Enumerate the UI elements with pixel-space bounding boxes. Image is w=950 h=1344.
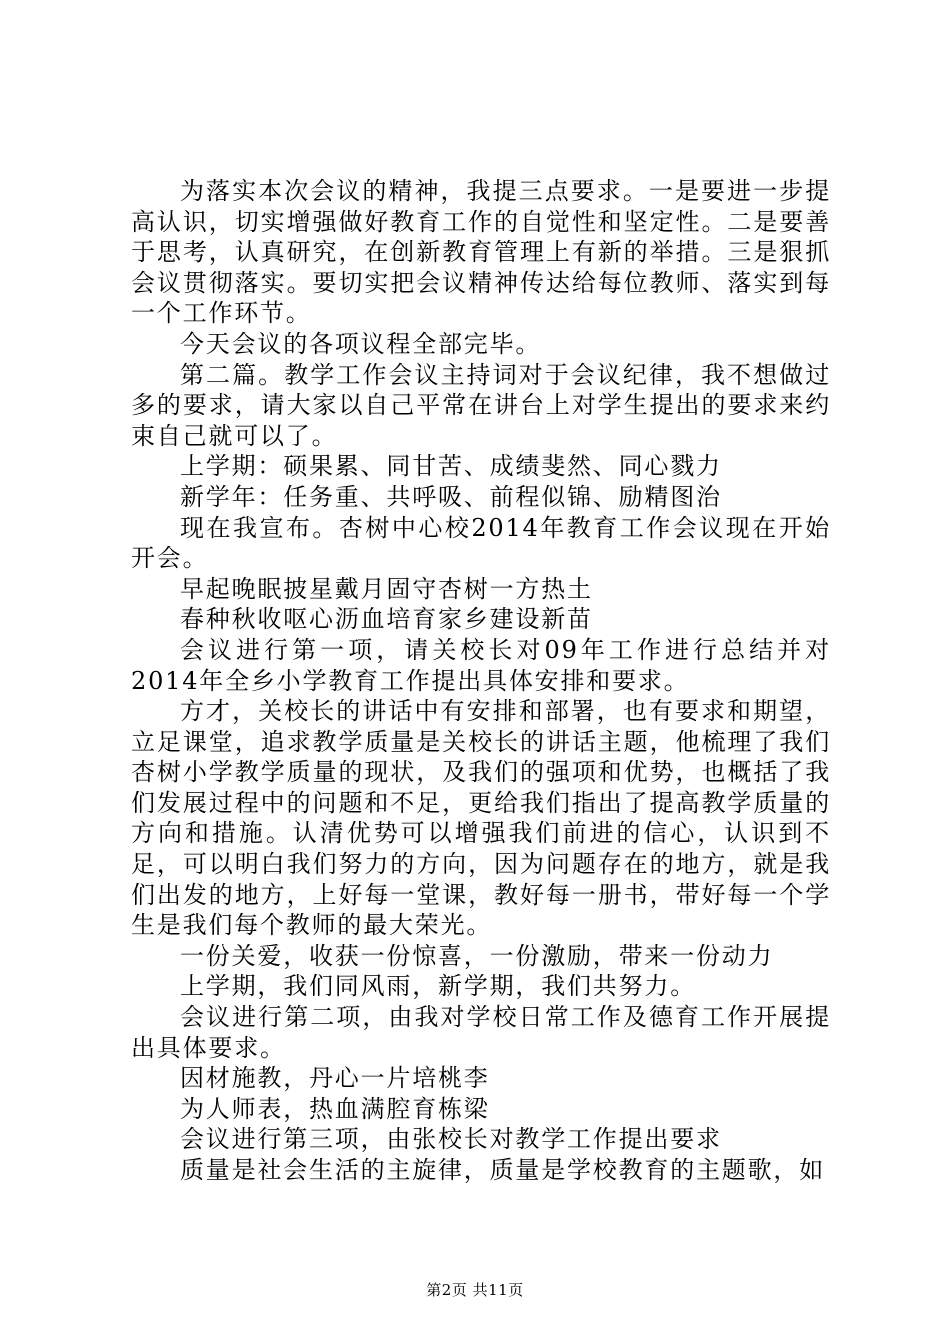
paragraph-requirements: 为落实本次会议的精神，我提三点要求。一是要进一步提高认识，切实增强做好教育工作的自觉性和坚定性。二是要善于思考，认真研究，在创新教育管理上有新的举措。三是狠抓会议贯彻落实。要切实把会议精神传达给每位教师、落实到每一个工作环节。 — [131, 177, 831, 328]
paragraph-second-article: 第二篇。教学工作会议主持词对于会议纪律，我不想做过多的要求，请大家以自己平常在讲台上对学生提出的要求来约束自己就可以了。 — [131, 360, 831, 450]
paragraph-new-year: 新学年：任务重、共呼吸、前程似锦、励精图治 — [180, 482, 722, 511]
document-body — [131, 176, 831, 1186]
paragraph-couplet-line-1: 早起晚眠披星戴月固守杏树一方热土 — [180, 574, 593, 603]
paragraph-announcement: 现在我宣布。杏树中心校2014年教育工作会议现在开始开会。 — [131, 513, 831, 573]
paragraph-together-line: 上学期，我们同风雨，新学期，我们共努力。 — [180, 972, 696, 1001]
paragraph-couplet-line-2: 春种秋收呕心沥血培育家乡建设新苗 — [180, 605, 593, 634]
paragraph-couplet-line-4: 为人师表，热血满腔育栋梁 — [180, 1094, 490, 1123]
paragraph-last-term: 上学期：硕果累、同甘苦、成绩斐然、同心戮力 — [180, 452, 722, 481]
paragraph-quality: 质量是社会生活的主旋律，质量是学校教育的主题歌，如 — [180, 1156, 825, 1184]
paragraph-agenda-item-2: 会议进行第二项，由我对学校日常工作及德育工作开展提出具体要求。 — [131, 1003, 831, 1062]
paragraph-speech-summary: 方才，关校长的讲话中有安排和部署，也有要求和期望，立足课堂，追求教学质量是关校长的讲话主题，他梳理了我们杏树小学教学质量的现状，及我们的强项和优势，也概括了我们发展过程中的问题和不足，更给我们指出了提高教学质量的方向和措施。认清优势可以增强我们前进的信心，认识到不足，可以明白我们努力的方向，因为问题存在的地方，就是我们出发的地方，上好每一堂课，教好每一册书，带好每一个学生是我们每个教师的最大荣光。 — [131, 697, 831, 940]
paragraph-agenda-item-3: 会议进行第三项，由张校长对教学工作提出要求 — [180, 1125, 722, 1154]
page-footer: 第2页 共11页 — [426, 1281, 524, 1299]
paragraph-agenda-item-1: 会议进行第一项，请关校长对09年工作进行总结并对2014年全乡小学教育工作提出具体安排和要求。 — [131, 635, 831, 695]
paragraph-agenda-complete: 今天会议的各项议程全部完毕。 — [180, 329, 542, 358]
paragraph-care-line: 一份关爱，收获一份惊喜，一份激励，带来一份动力 — [180, 941, 774, 970]
paragraph-couplet-line-3: 因材施教，丹心一片培桃李 — [180, 1064, 490, 1093]
